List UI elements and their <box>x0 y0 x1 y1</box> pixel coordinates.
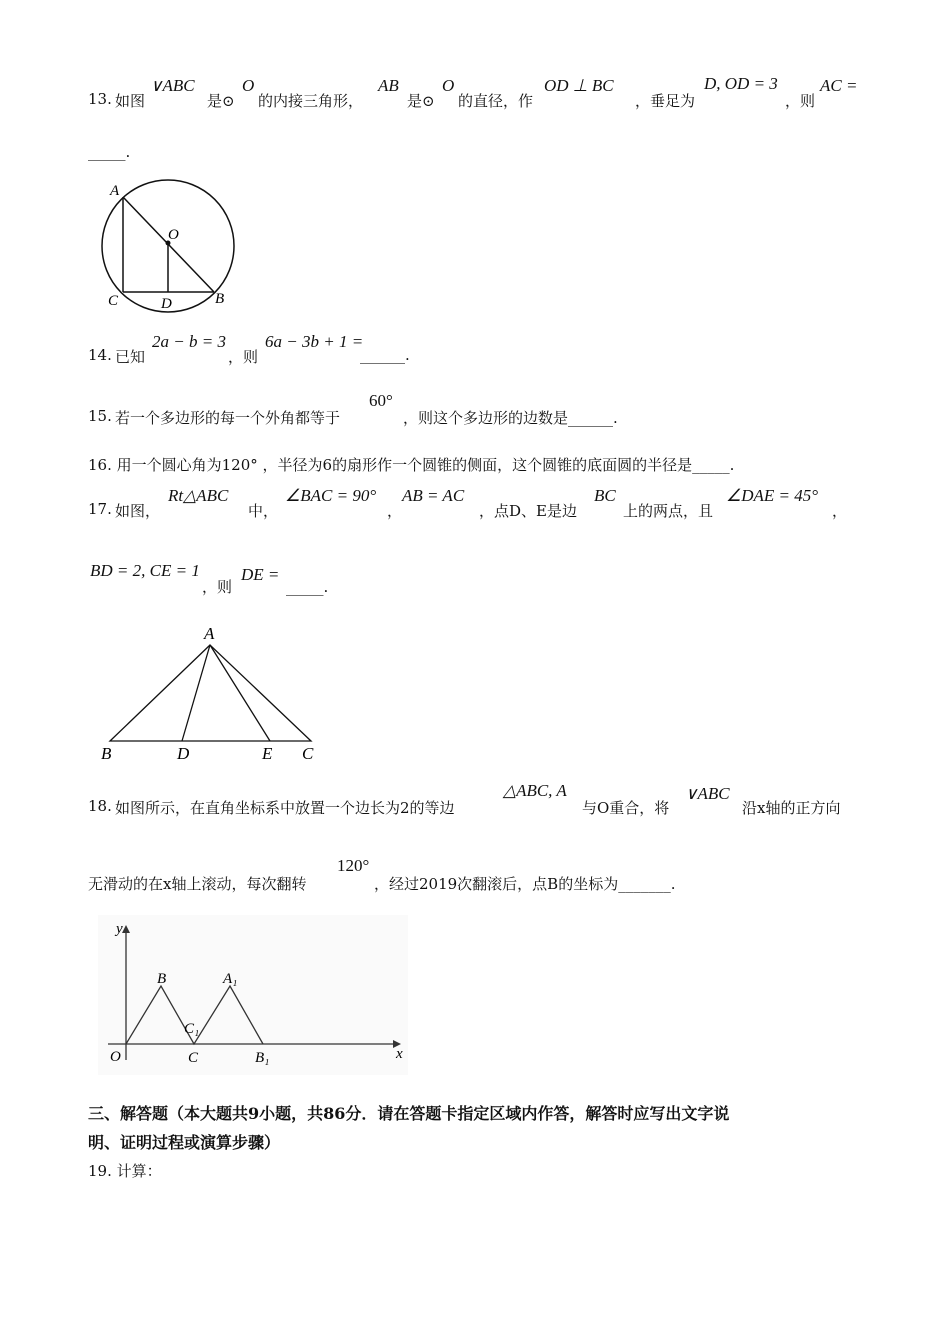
q17-math-2: ∠BAC = 90° <box>285 486 377 505</box>
q17-answer-blank: _____. <box>286 578 329 596</box>
q17-math-6: BD = 2, CE = 1 <box>90 561 200 580</box>
label-b1: B₁ <box>255 1050 270 1066</box>
q18-text-4: 无滑动的在x轴上滚动，每次翻转 <box>88 875 307 893</box>
q13-circle-figure <box>95 175 245 315</box>
label-a: A <box>204 624 215 643</box>
q13-text-5: 的直径，作 <box>458 92 534 110</box>
q13-text-4: 是⊙ <box>407 92 435 110</box>
q18-text-2: 与O重合，将 <box>582 799 670 817</box>
triangle-abc <box>110 645 311 741</box>
q13-math-1: ∨ABC <box>150 76 195 95</box>
q18-coordinate-figure <box>98 915 418 1075</box>
label-c: C <box>108 293 119 309</box>
q13-math-2: O <box>242 76 255 95</box>
q18-math-1: △ABC, A <box>503 781 567 800</box>
q17-text-3: ， <box>387 502 403 520</box>
label-o: O <box>110 1049 121 1065</box>
q13-math-3: AB <box>378 76 399 95</box>
label-c1: C₁ <box>184 1021 200 1037</box>
q17-math-3: AB = AC <box>402 486 465 505</box>
q17-math-5: ∠DAE = 45° <box>726 486 819 505</box>
q13-text-7: ，则 <box>785 92 816 110</box>
q14-text-2: ，则 <box>228 348 259 366</box>
q18-text-5: ，经过2019次翻滚后，点B的坐标为_______. <box>374 875 676 893</box>
q18-math-2: ∨ABC <box>685 784 730 803</box>
q13-math-4: O <box>442 76 455 95</box>
q14-answer-blank: ______. <box>360 346 410 364</box>
q17-triangle-figure <box>95 620 330 765</box>
question-16: 16. 用一个圆心角为120° ，半径为6的扇形作一个圆锥的侧面，这个圆锥的底面圆的半径是_____. <box>88 456 735 474</box>
q17-text-7: ，则 <box>202 578 233 596</box>
label-a: A <box>110 183 120 199</box>
label-b: B <box>101 744 112 763</box>
q17-math-7: DE = <box>241 565 280 584</box>
q15-text-1: 若一个多边形的每一个外角都等于 <box>115 409 341 427</box>
q13-text-3: 的内接三角形， <box>258 92 364 110</box>
q13-number: 13. <box>88 90 112 108</box>
q13-answer-blank: _____. <box>88 143 131 161</box>
q15-text-2: ，则这个多边形的边数是______. <box>403 409 618 427</box>
q18-text-3: 沿x轴的正方向 <box>742 799 841 817</box>
segment-ad <box>182 645 210 741</box>
label-d: D <box>177 744 190 763</box>
q18-number: 18. <box>88 797 112 815</box>
q17-text-5: 上的两点，且 <box>623 502 714 520</box>
q14-number: 14. <box>88 346 112 364</box>
label-e: E <box>262 744 273 763</box>
q17-text-4: ，点D、E是边 <box>479 502 577 520</box>
q13-text-6: ，垂足为 <box>635 92 696 110</box>
q17-text-6: ， <box>832 502 848 520</box>
q17-number: 17. <box>88 500 112 518</box>
q13-math-7: AC = <box>820 76 858 95</box>
question-19: 19. 计算： <box>88 1162 162 1180</box>
label-a1: A₁ <box>223 971 238 987</box>
q13-math-6: D, OD = 3 <box>704 74 778 93</box>
q17-text-1: 如图， <box>115 502 161 520</box>
q14-math-1: 2a − b = 3 <box>152 332 226 351</box>
q15-number: 15. <box>88 407 112 425</box>
q17-text-2: 中， <box>248 502 279 520</box>
label-b: B <box>157 971 167 987</box>
label-o: O <box>168 227 179 243</box>
section-3-line-1: 三、解答题（本大题共9小题，共86分．请在答题卡指定区域内作答，解答时应写出文字说 <box>88 1104 730 1123</box>
q13-text-2: 是⊙ <box>207 92 235 110</box>
q14-text-1: 已知 <box>115 348 146 366</box>
q17-math-4: BC <box>594 486 616 505</box>
q18-text-1: 如图所示，在直角坐标系中放置一个边长为2的等边 <box>115 799 455 817</box>
q17-math-1: Rt△ABC <box>168 486 229 505</box>
label-c: C <box>302 744 314 763</box>
label-y: y <box>116 921 123 937</box>
q13-math-5: OD ⊥ BC <box>544 76 614 95</box>
label-c: C <box>188 1050 199 1066</box>
figure-background <box>98 915 408 1075</box>
q15-math-1: 60° <box>369 391 393 410</box>
label-b: B <box>215 291 225 307</box>
section-3-line-2: 明、证明过程或演算步骤） <box>88 1133 281 1152</box>
q13-text-1: 如图 <box>115 92 146 110</box>
label-x: x <box>396 1046 403 1062</box>
q14-math-2: 6a − 3b + 1 = <box>265 332 364 351</box>
q18-math-3: 120° <box>337 856 370 875</box>
label-d: D <box>161 296 172 312</box>
